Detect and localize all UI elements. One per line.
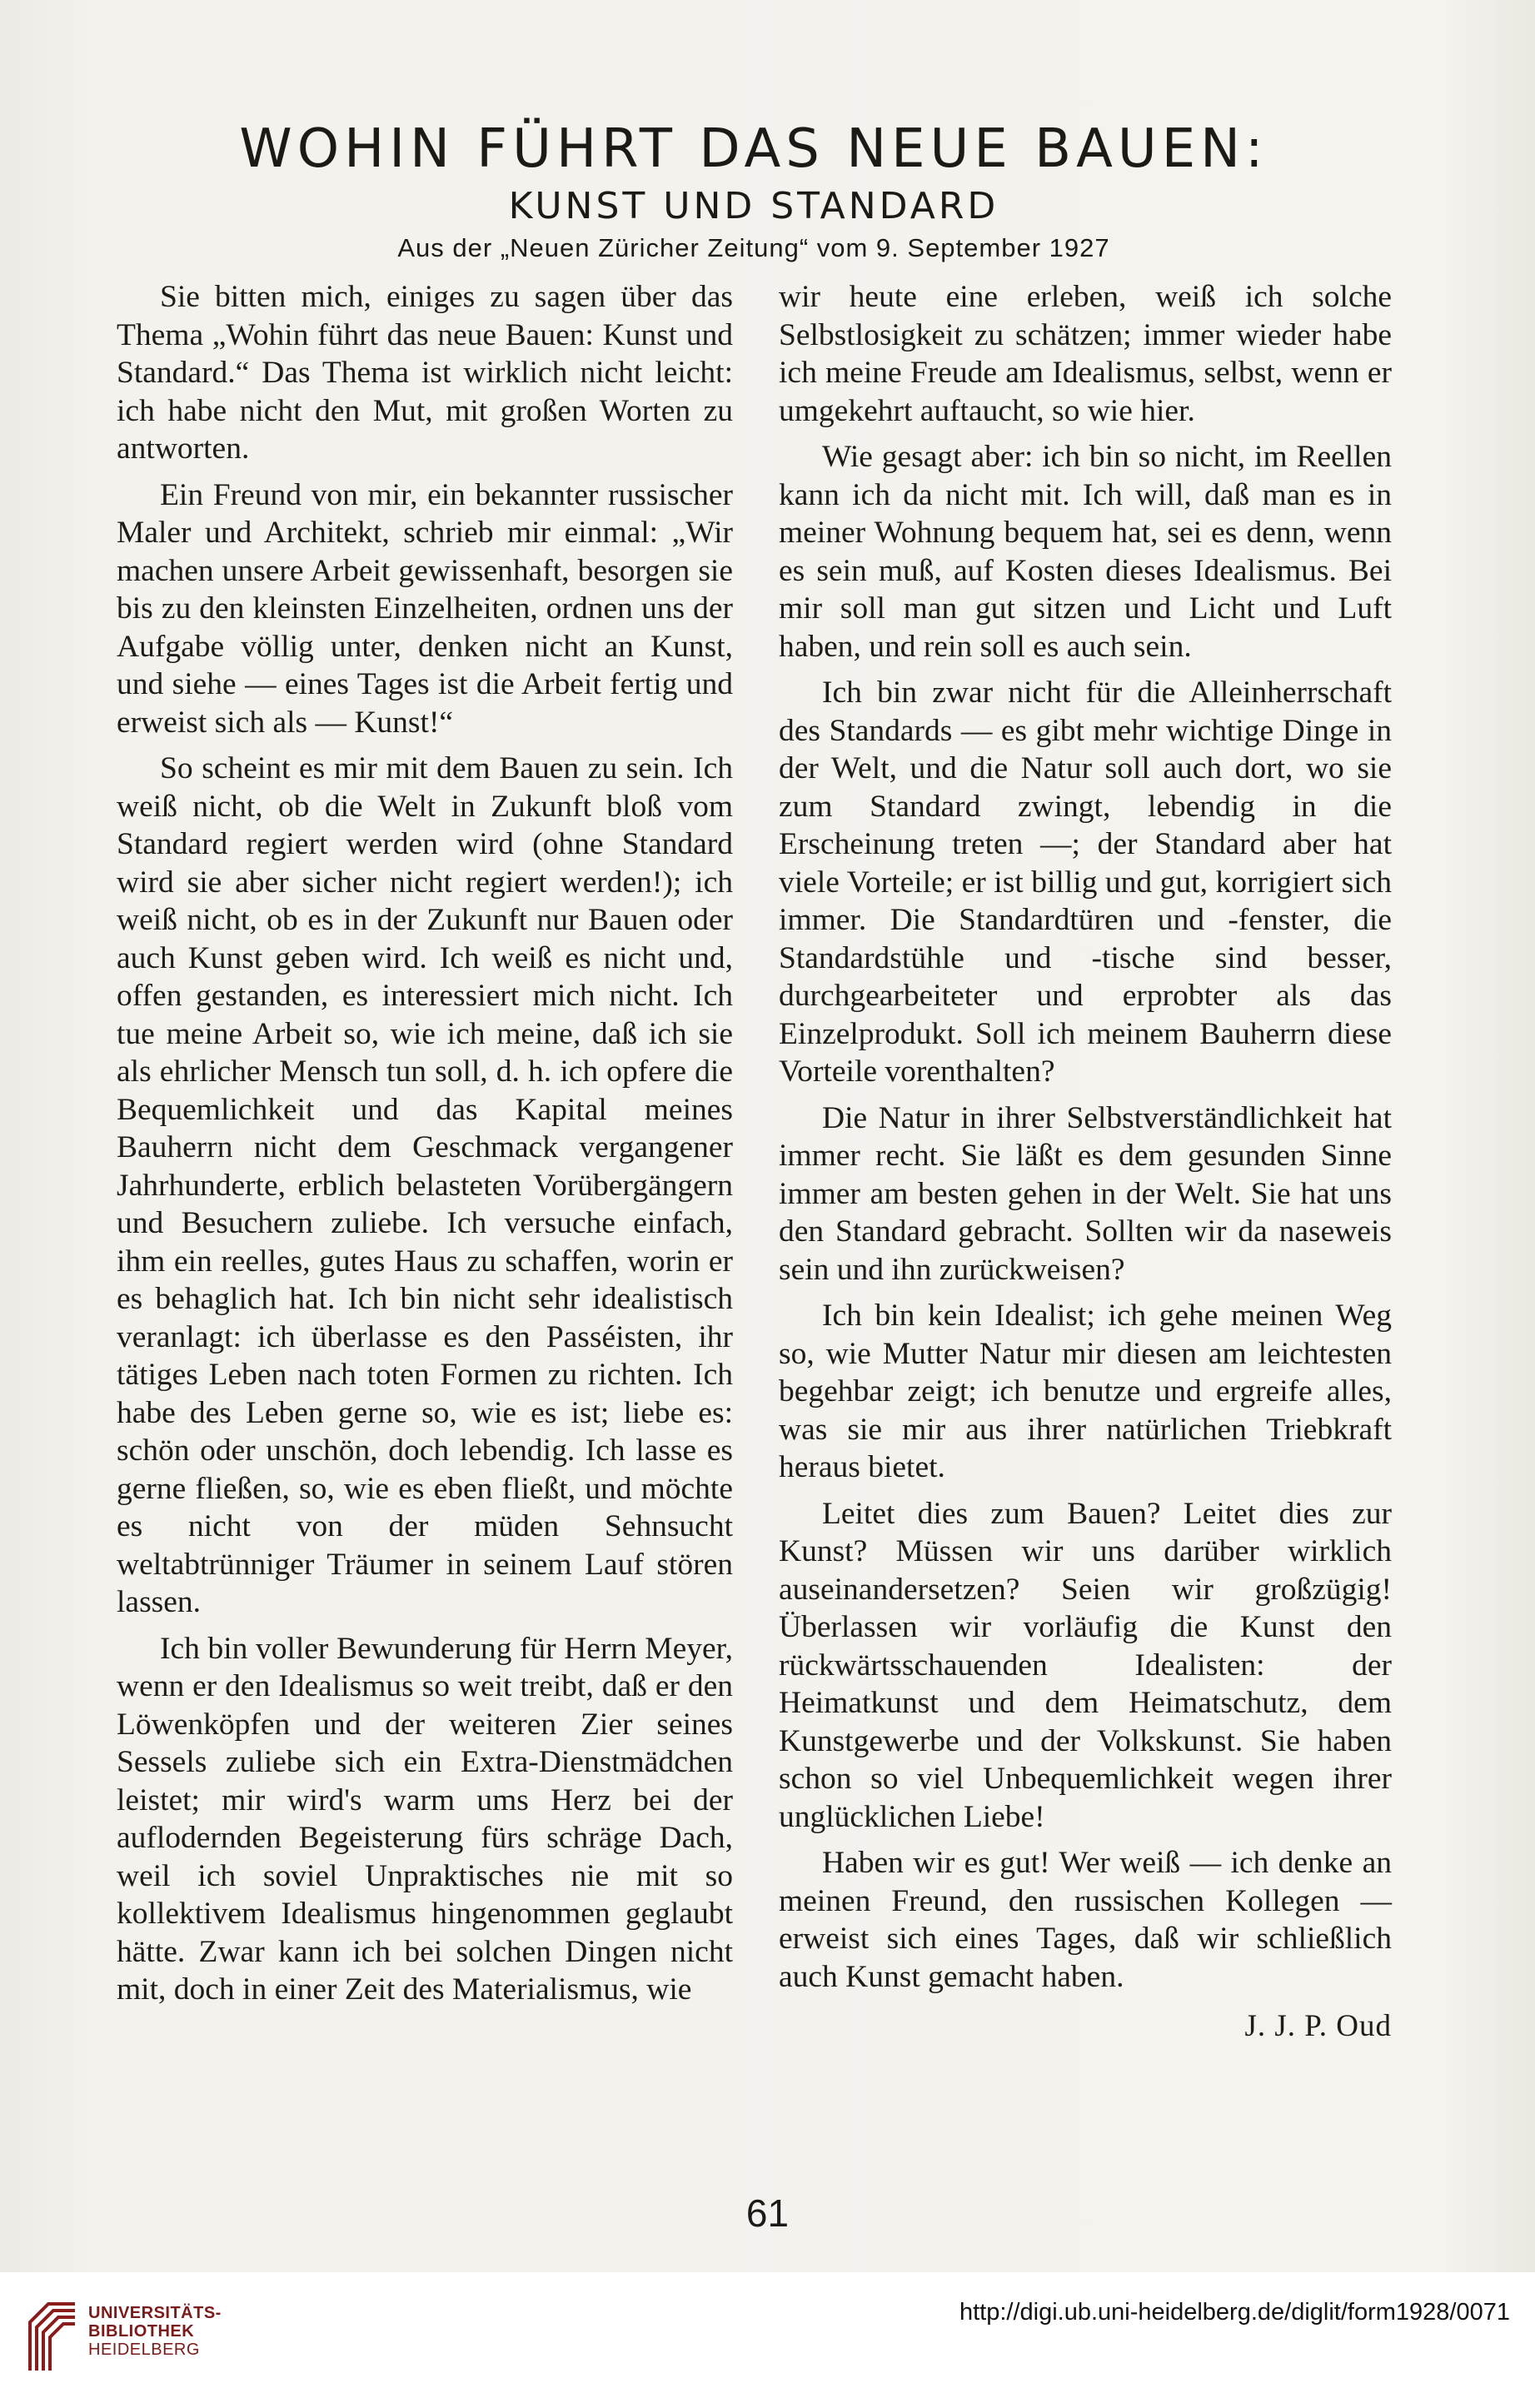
paragraph: Sie bitten mich, einiges zu sagen über das Thema „Wohin führt das neue Bauen: Kunst und Standard.“ Das Thema ist wirklich nicht leicht: ich habe nicht den Mut, mit großen Worten zu antworten. bbox=[117, 280, 733, 466]
library-name-line: BIBLIOTHEK bbox=[88, 2322, 195, 2341]
library-name bbox=[88, 2304, 222, 2359]
article-subtitle: KUNST UND STANDARD bbox=[508, 185, 999, 227]
page-number: 61 bbox=[745, 2191, 790, 2235]
paragraph: Haben wir es gut! Wer weiß — ich denke an meinen Freund, den russischen Kollegen — erweist sich eines Tages, daß wir schließlich auch Kunst gemacht haben. bbox=[779, 1846, 1392, 1994]
paragraph: Die Natur in ihrer Selbstverständlichkeit hat immer recht. Sie läßt es dem gesunden Sinne immer am besten gehen in der Welt. Sie hat uns den Standard gebracht. Sollten wir da naseweis sein und ihn zurückweisen? bbox=[779, 1100, 1392, 1287]
paragraph: Wie gesagt aber: ich bin so nicht, im Reellen kann ich da nicht mit. Ich will, daß man es in meiner Wohnung bequem hat, sei es denn, wenn es sein muß, auf Kosten dieses Idealismus. Bei mir soll man gut sitzen und Licht und Luft haben, und rein soll es auch sein. bbox=[779, 440, 1392, 664]
article-title: WOHIN FÜHRT DAS NEUE BAUEN: bbox=[239, 118, 1268, 180]
paragraph: Leitet dies zum Bauen? Leitet dies zur Kunst? Müssen wir uns darüber wirklich auseinandersetzen? Seien wir großzügig! Überlassen wir vorläufig die Kunst den rückwärtsschauenden Idealisten: der Heimatkunst und dem Heimatschutz, dem Kunstgewerbe und der Volkskunst. Sie haben schon so viel Unbequemlichkeit wegen ihrer unglücklichen Liebe! bbox=[779, 1496, 1392, 1834]
paragraph: Ein Freund von mir, ein bekannter russischer Maler und Architekt, schrieb mir einmal: „Wir machen unsere Arbeit gewissenhaft, besorgen sie bis zu den kleinsten Einzelheiten, ordnen uns der Aufgabe völlig unter, denken nicht an Kunst, und siehe — eines Tages ist die Arbeit fertig und erweist sich als — Kunst!“ bbox=[117, 477, 733, 740]
paragraph: Ich bin voller Bewunderung für Herrn Meyer, wenn er den Idealismus so weit treibt, daß er den Löwenköpfen und der weiteren Zier seines Sessels zuliebe sich ein Extra-Dienstmädchen leistet; mir wird's warm ums Herz bei der auflodernden Begeisterung fürs schräge Dach, weil ich soviel Unpraktisches nie mit so kollektivem Idealismus hingenommen geglaubt hätte. Zwar kann ich bei solchen Dingen nicht mit, doch in einer Zeit des Materialismus, wie bbox=[117, 1631, 733, 2007]
paragraph: Ich bin kein Idealist; ich gehe meinen Weg so, wie Mutter Natur mir diesen am leichtesten begehbar zeigt; ich benutze und ergreife alles, was sie mir aus ihrer natürlichen Triebkraft heraus bietet. bbox=[779, 1299, 1392, 1484]
source-url-link[interactable]: http://digi.ub.uni-heidelberg.de/diglit/form1928/0071 bbox=[959, 2299, 1510, 2326]
library-name-line: UNIVERSITÄTS- bbox=[88, 2304, 222, 2322]
left-text-column bbox=[117, 278, 733, 2017]
university-library-logo-icon bbox=[23, 2297, 82, 2377]
article-source-line: Aus der „Neuen Züricher Zeitung“ vom 9. September 1927 bbox=[397, 233, 1110, 262]
digitization-footer bbox=[0, 2272, 1535, 2408]
paragraph: wir heute eine erleben, weiß ich solche Selbstlosigkeit zu schätzen; immer wieder habe ich meine Freude am Idealismus, selbst, wenn er umgekehrt auftaucht, so wie hier. bbox=[779, 280, 1392, 428]
paragraph: Ich bin zwar nicht für die Alleinherrschaft des Standards — es gibt mehr wichtige Dinge in der Welt, und die Natur soll auch dort, wo sie zum Standard zwingt, lebendig in die Erscheinung treten —; der Standard aber hat viele Vorteile; er ist billig und gut, korrigiert sich immer. Die Standardtüren und -fenster, die Standardstühle und -tische sind besser, durchgearbeiteter und erprobter als das Einzelprodukt. Soll ich meinem Bauherrn diese Vorteile vorenthalten? bbox=[779, 676, 1392, 1089]
library-name-line: HEIDELBERG bbox=[88, 2341, 200, 2359]
author-signature: J. J. P. Oud bbox=[1244, 2009, 1392, 2043]
right-text-column bbox=[779, 278, 1392, 2046]
paragraph: So scheint es mir mit dem Bauen zu sein. Ich weiß nicht, ob die Welt in Zukunft bloß vom Standard regiert werden wird (ohne Standard wird sie aber sicher nicht regiert werden!); ich weiß nicht, ob es in der Zukunft nur Bauen oder auch Kunst geben wird. Ich weiß es nicht und, offen gestanden, es interessiert mich nicht. Ich tue meine Arbeit so, wie ich meine, daß ich sie als ehrlicher Mensch tun soll, d. h. ich opfere die Bequemlichkeit und das Kapital meines Bauherrn nicht dem Geschmack vergangener Jahrhunderte, erblich belasteten Vorübergängern und Besuchern zuliebe. Ich versuche einfach, ihm ein reelles, gutes Haus zu schaffen, worin er es behaglich hat. Ich bin nicht sehr idealistisch veranlagt: ich überlasse es den Passéisten, ihr tätiges Leben nach toten Formen zu richten. Ich habe des Leben gerne so, wie es ist; liebe es: schön oder unschön, doch lebendig. Ich lasse es gerne fließen, so, wie es eben fließt, und möchte es nicht von der müden Sehnsucht weltabtrünniger Träumer in seinem Lauf stören lassen. bbox=[117, 751, 733, 1619]
